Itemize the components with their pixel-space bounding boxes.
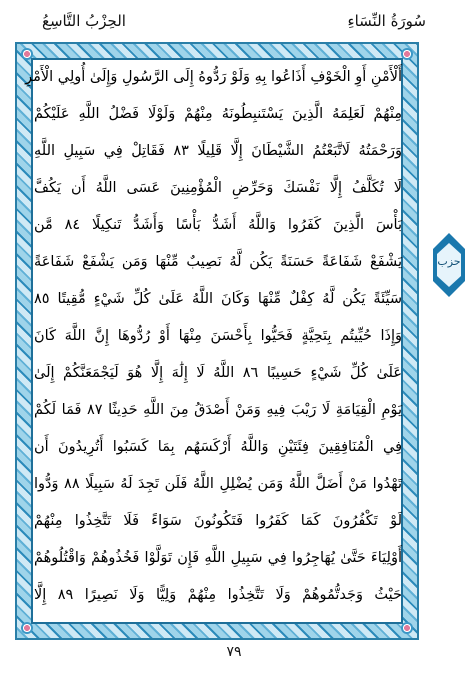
text-line: فِي الْمُنَافِقِينَ فِئَتَيْنِ وَاللَّهُ أَرْكَسَهُم بِمَا كَسَبُوا أَتُرِيدُونَ أَن (34, 439, 402, 455)
hizb-marker-label: حزب (437, 255, 461, 268)
text-line: مِنْهُمْ لَعَلِمَهُ الَّذِينَ يَسْتَنبِطُونَهُ مِنْهُمْ وَلَوْلَا فَضْلُ اللَّهِ عَلَيْكُمْ (34, 106, 402, 122)
text-line: لَوْ تَكْفُرُونَ كَمَا كَفَرُوا فَتَكُونُونَ سَوَاءً فَلَا تَتَّخِذُوا مِنْهُمْ (34, 513, 402, 529)
text-line: سَيِّئَةً يَكُن لَّهُ كِفْلٌ مِّنْهَا وَكَانَ اللَّهُ عَلَىٰ كُلِّ شَيْءٍ مُّقِيتًا ٨٥ (34, 291, 402, 307)
text-line: عَلَىٰ كُلِّ شَيْءٍ حَسِيبًا ٨٦ اللَّهُ لَا إِلَٰهَ إِلَّا هُوَ لَيَجْمَعَنَّكُمْ إِلَىٰ (34, 365, 402, 381)
quran-text-area (25, 60, 403, 620)
juz-label: الحِزْبُ التَّاسِعُ (42, 12, 126, 30)
corner-rosette-icon (21, 622, 33, 634)
text-line: يَوْمِ الْقِيَامَةِ لَا رَيْبَ فِيهِ وَمَنْ أَصْدَقُ مِنَ اللَّهِ حَدِيثًا ٨٧ فَمَا لَكُمْ (34, 402, 402, 418)
text-line: حَيْثُ وَجَدتُّمُوهُمْ وَلَا تَتَّخِذُوا مِنْهُمْ وَلِيًّا وَلَا نَصِيرًا ٨٩ إِلَّا (34, 587, 402, 603)
text-line: لَا تُكَلَّفُ إِلَّا نَفْسَكَ وَحَرِّضِ الْمُؤْمِنِينَ عَسَى اللَّهُ أَن يَكُفَّ (34, 180, 402, 196)
corner-rosette-icon (21, 48, 33, 60)
hizb-marker (433, 233, 465, 297)
text-line: وَإِذَا حُيِّيتُم بِتَحِيَّةٍ فَحَيُّوا بِأَحْسَنَ مِنْهَا أَوْ رُدُّوهَا إِنَّ اللَّهَ كَانَ (34, 328, 402, 344)
page-header (0, 10, 468, 40)
text-line: بَأْسَ الَّذِينَ كَفَرُوا وَاللَّهُ أَشَدُّ بَأْسًا وَأَشَدُّ تَنكِيلًا ٨٤ مَّن (34, 217, 403, 233)
text-line: أَوْلِيَاءَ حَتَّىٰ يُهَاجِرُوا فِي سَبِيلِ اللَّهِ فَإِن تَوَلَّوْا فَخُذُوهُمْ وَاقْتُلُوهُمْ (34, 550, 402, 566)
page-number: ٧٩ (226, 644, 242, 660)
text-line: وَرَحْمَتُهُ لَاتَّبَعْتُمُ الشَّيْطَانَ إِلَّا قَلِيلًا ٨٣ فَقَاتِلْ فِي سَبِيلِ اللَّهِ (34, 143, 402, 159)
surah-name: سُورَةُ النِّسَاءِ (347, 12, 426, 30)
text-line: تَهْدُوا مَنْ أَضَلَّ اللَّهُ وَمَن يُضْلِلِ اللَّهُ فَلَن تَجِدَ لَهُ سَبِيلًا ٨٨ وَدُّوا (34, 476, 402, 492)
corner-rosette-icon (401, 48, 413, 60)
text-line: أَلْأَمْنِ أَوِ الْخَوْفِ أَذَاعُوا بِهِ وَلَوْ رَدُّوهُ إِلَى الرَّسُولِ وَإِلَىٰ أُولِي الْأَمْرِ (25, 69, 402, 85)
corner-rosette-icon (401, 622, 413, 634)
text-line: يَشْفَعْ شَفَاعَةً حَسَنَةً يَكُن لَّهُ نَصِيبٌ مِّنْهَا وَمَن يَشْفَعْ شَفَاعَةً (34, 254, 402, 270)
